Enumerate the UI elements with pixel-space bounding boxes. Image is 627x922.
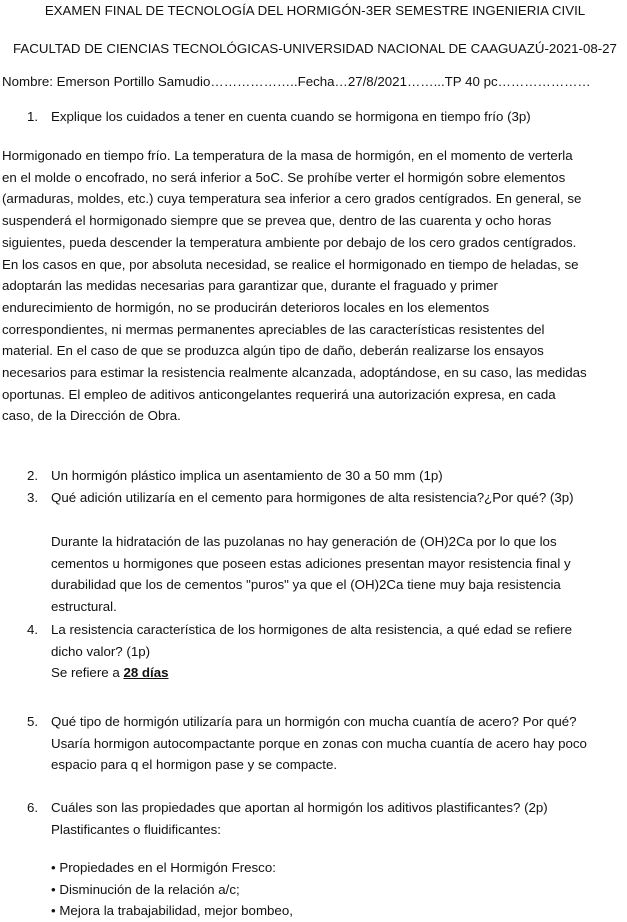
- answer-emphasis: 28 días: [123, 665, 169, 681]
- answer-6-bullets: [51, 857, 622, 922]
- question-number: 1.: [27, 109, 39, 124]
- answer-line: Hormigonado en tiempo frío. La temperatura de la masa de hormigón, en el momento de verterla: [2, 148, 573, 163]
- question-text: [51, 797, 622, 840]
- question-number: 2.: [27, 468, 39, 483]
- answer-line: (armaduras, moldes, etc.) cuya temperatura sea inferior a cero grados centígrados. En general, se: [2, 191, 582, 207]
- answer-line: durabilidad que los de cementos "puros" ya que el (OH)2Ca tiene muy baja resistencia: [51, 577, 561, 593]
- bullet-item: • Propiedades en el Hormigón Fresco:: [51, 860, 276, 875]
- answer-line: adoptarán las medidas necesarias para garantizar que, durante el fraguado y primer: [2, 278, 498, 294]
- answer-3: [51, 531, 622, 618]
- answer-line: suspenderá el hormigonado siempre que se prevea que, dentro de las cuarenta y ocho horas: [2, 213, 552, 229]
- answer-line: oportunas. El empleo de aditivos anticongelantes requerirá una autorización expresa, en cada: [2, 386, 556, 402]
- question-line: La resistencia característica de los hormigones de alta resistencia, a qué edad se refiere: [51, 622, 573, 637]
- question-number: 3.: [27, 490, 39, 505]
- question-number: 5.: [27, 714, 39, 729]
- answer-line: Usaría hormigon autocompactante porque en zonas con mucha cuantía de acero hay poco: [51, 735, 587, 751]
- question-line: Cuáles son las propiedades que aportan al hormigón los aditivos plastificantes? (2p): [51, 800, 548, 815]
- question-number: 4.: [27, 622, 39, 637]
- answer-1: [2, 145, 624, 427]
- answer-prefix: Se refiere a: [51, 665, 124, 681]
- answer-line: correspondientes, ni mermas permanentes apreciables de las características resistentes del: [2, 321, 545, 337]
- question-text: Explique los cuidados a tener en cuenta cuando se hormigona en tiempo frío (3p): [51, 109, 531, 124]
- answer-line: material. En el caso de que se produzca algún tipo de daño, deberán realizarse los ensayos: [2, 343, 544, 359]
- answer-line: espacio para q el hormigon pase y se compacte.: [51, 757, 338, 773]
- bullet-item: • Mejora la trabajabilidad, mejor bombeo,: [51, 903, 293, 919]
- answer-line: cementos u hormigones que poseen estas adiciones presentan mayor resistencia final y: [51, 555, 571, 571]
- answer-line: Durante la hidratación de las puzolanas no hay generación de (OH)2Ca por lo que los: [51, 534, 557, 549]
- student-info-line: Nombre: Emerson Portillo Samudio………………..Fecha…27/8/2021……...TP 40 pc…………………: [2, 74, 591, 89]
- answer-line: En los casos en que, por absoluta necesidad, se realice el hormigonado en tiempo de heladas, se: [2, 256, 579, 272]
- question-text: Qué adición utilizaría en el cemento para hormigones de alta resistencia?¿Por qué? (3p): [51, 490, 574, 505]
- bullet-item: • Disminución de la relación a/c;: [51, 881, 240, 897]
- answer-line: siguientes, pueda descender la temperatura ambiente por debajo de los cero grados centígrados.: [2, 234, 577, 250]
- answer-line: estructural.: [51, 599, 117, 615]
- question-text: Un hormigón plástico implica un asentamiento de 30 a 50 mm (1p): [51, 468, 443, 483]
- answer-intro: Plastificantes o fluidificantes:: [51, 821, 221, 837]
- answer-line: endurecimiento de hormigón, no se producirán deterioros locales en los elementos: [2, 299, 490, 315]
- question-text: [51, 711, 622, 776]
- answer-line: en el molde o encofrado, no será inferior a 5oC. Se prohíbe verter el hormigón sobre elementos: [2, 169, 566, 185]
- answer-line: necesarios para estimar la resistencia realmente alcanzada, adoptándose, en su caso, las medidas: [2, 365, 587, 381]
- question-number: 6.: [27, 800, 39, 815]
- answer-4: [51, 662, 622, 684]
- exam-title: EXAMEN FINAL DE TECNOLOGÍA DEL HORMIGÓN-3ER SEMESTRE INGENIERIA CIVIL: [44, 3, 586, 18]
- question-text: [51, 619, 622, 684]
- question-line: Qué tipo de hormigón utilizaría para un hormigón con mucha cuantía de acero? Por qué?: [51, 714, 577, 729]
- faculty-line: FACULTAD DE CIENCIAS TECNOLÓGICAS-UNIVERSIDAD NACIONAL DE CAAGUAZÚ-2021-08-27: [13, 41, 617, 56]
- answer-line: caso, de la Dirección de Obra.: [2, 408, 181, 424]
- question-line: dicho valor? (1p): [51, 643, 151, 659]
